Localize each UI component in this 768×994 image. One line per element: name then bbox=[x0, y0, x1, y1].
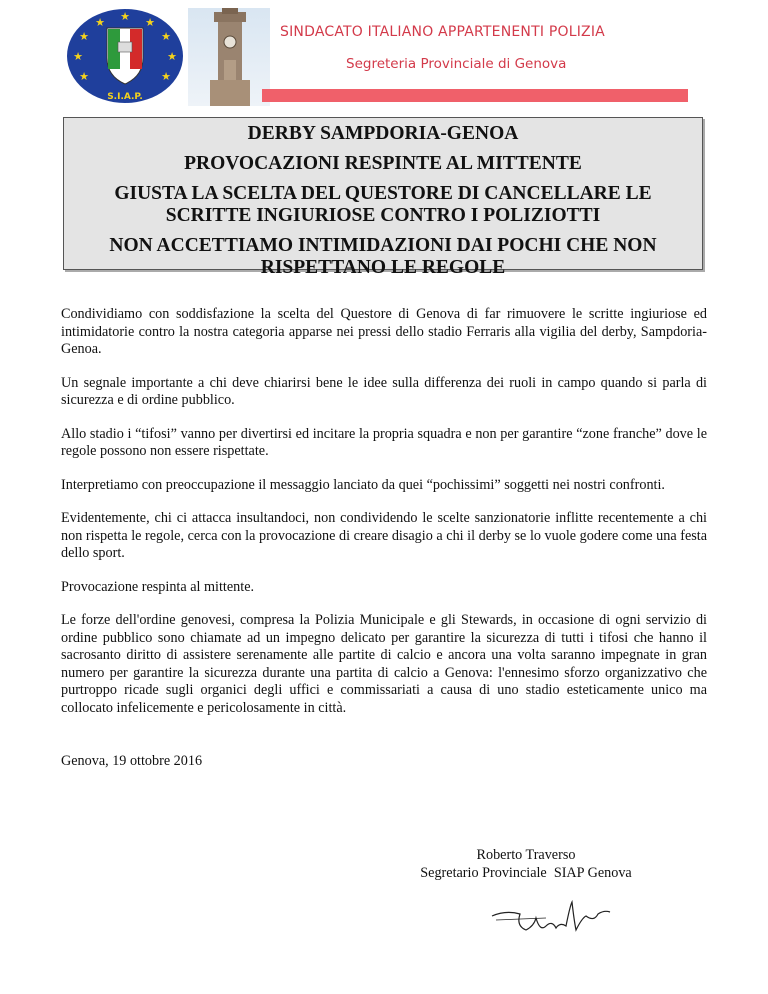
headline-line: RISPETTANO LE REGOLE bbox=[260, 257, 506, 278]
lighthouse-image bbox=[188, 8, 270, 106]
svg-text:★: ★ bbox=[95, 17, 105, 29]
paragraph: Un segnale importante a chi deve chiarirsi bene le idee sulla differenza dei ruoli in campo quando si parla di sicurezza e di ordine pubblico. bbox=[61, 374, 707, 408]
paragraph: Provocazione respinta al mittente. bbox=[61, 578, 255, 595]
paragraph: Allo stadio i “tifosi” vanno per divertirsi ed incitare la propria squadra e non per garantire “zone franche” dove le regole possono non essere rispettate. bbox=[61, 425, 707, 459]
body-text bbox=[61, 306, 707, 733]
headline-line: GIUSTA LA SCELTA DEL QUESTORE DI CANCELLARE LE bbox=[114, 183, 652, 204]
paragraph: Evidentemente, chi ci attacca insultandoci, non condividendo le scelte sanzionatorie inflitte recentemente a chi non rispetta le regole, cerca con la provocazione di creare disagio a chi il derby se lo vuole godere come una festa dello sport. bbox=[61, 510, 707, 561]
signer-name: Roberto Traverso bbox=[476, 847, 576, 863]
handwritten-signature bbox=[486, 896, 616, 944]
organization-name: SINDACATO ITALIANO APPARTENENTI POLIZIA bbox=[280, 24, 605, 40]
headline-line: DERBY SAMPDORIA-GENOA bbox=[247, 123, 519, 144]
paragraph: Le forze dell'ordine genovesi, compresa la Polizia Municipale e gli Stewards, in occasione di ogni servizio di ordine pubblico sono chiamate ad un impegno delicato per garantire la sicurezza di tutti i tifosi che hanno il sacrosanto diritto di assistere serenamente alle partite di calcio e ancora una volta saranno impegnate in gran numero per garantire la sicurezza durante una partita di calcio a Genova: l'ennesimo sforzo organizzativo che purtroppo ricade sugli organici degli uffici e commissariati a causa di uno stadio esteticamente unico ma collocato infelicemente e pericolosamente in città. bbox=[61, 612, 707, 716]
header-red-bar bbox=[262, 89, 688, 102]
headline-line: SCRITTE INGIURIOSE CONTRO I POLIZIOTTI bbox=[165, 205, 601, 226]
svg-text:★: ★ bbox=[79, 71, 89, 83]
svg-text:★: ★ bbox=[120, 11, 130, 23]
date-line: Genova, 19 ottobre 2016 bbox=[61, 753, 203, 769]
svg-text:★: ★ bbox=[161, 31, 171, 43]
headline-line: PROVOCAZIONI RESPINTE AL MITTENTE bbox=[184, 153, 582, 174]
paragraph: Condividiamo con soddisfazione la scelta del Questore di Genova di far rimuovere le scritte ingiuriose ed intimidatorie contro la nostra categoria apparse nei pressi dello stadio Ferraris alla vigilia del derby, Sampdoria-Genoa. bbox=[61, 306, 707, 357]
logo-text: S.I.A.P. bbox=[107, 92, 143, 102]
svg-text:★: ★ bbox=[79, 31, 89, 43]
svg-text:★: ★ bbox=[161, 71, 171, 83]
signer-title: Segretario Provinciale SIAP Genova bbox=[420, 865, 632, 881]
svg-text:★: ★ bbox=[167, 51, 177, 63]
paragraph: Interpretiamo con preoccupazione il messaggio lanciato da quei “pochissimi” soggetti nei nostri confronti. bbox=[61, 476, 665, 493]
svg-text:★: ★ bbox=[145, 17, 155, 29]
siap-logo bbox=[62, 6, 188, 106]
signer-block bbox=[406, 846, 646, 882]
headline-box bbox=[63, 117, 703, 278]
headline-line: NON ACCETTIAMO INTIMIDAZIONI DAI POCHI CHE NON bbox=[109, 235, 657, 256]
svg-text:★: ★ bbox=[73, 51, 83, 63]
office-name: Segreteria Provinciale di Genova bbox=[346, 56, 567, 72]
